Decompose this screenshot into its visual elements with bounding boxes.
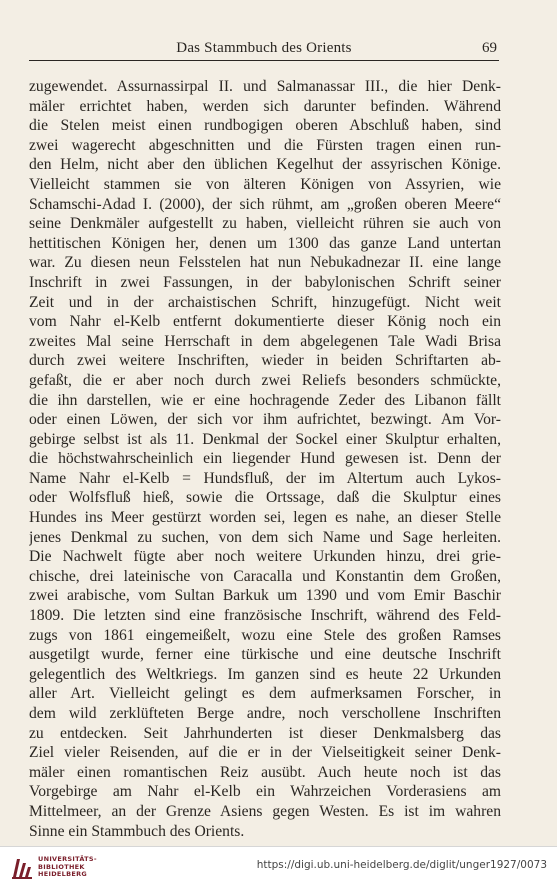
text-line: aller Art. Vielleicht gelingt es dem aufmerksamen Forscher, in [29, 685, 501, 703]
text-line: oder Wolfsfluß hieß, sowie die Ortssage, daß die Skulptur eines [29, 489, 501, 507]
text-line: die Stelen meist einen rundbogigen oberen Abschluß haben, sind [29, 117, 501, 135]
text-line: mäler einen romantischen Reiz ausübt. Auch heute noch ist das [29, 763, 501, 781]
text-line: seine Denkmäler aufgestellt zu haben, vielleicht rühren sie auch von [29, 215, 501, 233]
text-line: gefaßt, die er aber noch durch zwei Reliefs besonders schmückte, [29, 371, 501, 389]
text-line: ausgetilgt wurde, ferner eine türkische und eine deutsche Inschrift [29, 646, 501, 664]
text-line: zweites Mal seine Herrschaft in dem abgelegenen Tale Wadi Brisa [29, 332, 501, 350]
text-line: Hundes ins Meer gestürzt worden sei, legen es nahe, an dieser Stelle [29, 509, 501, 527]
library-name[interactable] [38, 856, 97, 879]
text-line: mäler errichtet haben, werden sich darunter befinden. Während [29, 97, 501, 115]
text-line: zu entdecken. Seit Jahrhunderten ist dieser Denkmalsberg das [29, 724, 501, 742]
text-line: dem wild zerklüfteten Berge andre, noch verschollene Inschriften [29, 705, 501, 722]
text-line: war. Zu diesen neun Felsstelen hat nun Nebukadnezar II. eine lange [29, 254, 501, 272]
text-line: zugs von 1861 eingemeißelt, wozu eine Stele des großen Ramses [29, 626, 501, 644]
text-line: oder einen Löwen, der sich vor ihm aufrichtet, bezwingt. Am Vor- [29, 411, 501, 429]
body-text [29, 77, 501, 841]
text-line: Schamschi-Adad I. (2000), der sich rühmt, am „großen oberen Meere“ [29, 195, 501, 213]
running-title: Das Stammbuch des Orients [176, 40, 352, 56]
text-line: gebirge selbst ist als 11. Denkmal der Sockel einer Skulptur erhalten, [29, 430, 501, 448]
text-line: Name Nahr el-Kelb = Hundsfluß, der im Altertum auch Lykos- [29, 469, 501, 487]
library-name-line: BIBLIOTHEK [38, 862, 85, 871]
text-line: zwei wagerecht abgeschnitten und die Fürsten tragen einen run- [29, 136, 501, 154]
text-line: jenes Denkmal zu suchen, von dem sich Name und Sage herleiten. [29, 528, 501, 546]
text-line: Vorgebirge am Nahr el-Kelb ein Wahrzeichen Vorderasiens am [29, 783, 501, 801]
text-line: zwei arabische, vom Sultan Barkuk um 1390 und vom Emir Baschir [29, 587, 501, 605]
text-line: die höchstwahrscheinlich ein liegender Hund gewesen ist. Denn der [29, 450, 501, 468]
text-line: durch zwei weitere Inschriften, wieder in beiden Schriftarten ab- [29, 352, 501, 370]
heidelberg-library-logo-icon[interactable] [8, 853, 36, 881]
text-line: den Helm, nicht aber den üblichen Kegelhut der assyrischen Könige. [29, 156, 501, 174]
running-header [29, 38, 499, 61]
library-name-line: HEIDELBERG [38, 870, 88, 878]
viewer-footer [0, 846, 557, 887]
text-line: 1809. Die letzten sind eine französische Inschrift, während des Feld- [29, 607, 501, 625]
text-line: Ziel vieler Reisenden, auf die er in der Vielseitigkeit seiner Denk- [29, 744, 501, 762]
text-line: vom Nahr el-Kelb entfernt dokumentierte dieser König noch ein [29, 313, 501, 331]
page-number: 69 [482, 40, 497, 56]
text-line: hettitischen Königen her, denen um 1300 das ganze Land untertan [29, 234, 501, 252]
text-line: Zeit und in der archaistischen Schrift, hinzugefügt. Nicht weit [29, 293, 501, 311]
text-line: zugewendet. Assurnassirpal II. und Salmanassar III., die hier Denk- [29, 78, 501, 95]
text-line: Sinne ein Stammbuch des Orients. [29, 822, 245, 840]
text-line: die ihn darstellen, wie er eine hochragende Zeder des Libanon fällt [29, 391, 501, 409]
source-url[interactable]: https://digi.ub.uni-heidelberg.de/diglit/unger1927/0073 [256, 859, 547, 871]
text-line: gelegentlich des Weltkriegs. Im ganzen sind es heute 22 Urkunden [29, 665, 501, 683]
text-line: Inschrift in zwei Fassungen, in der babylonischen Schrift seiner [29, 273, 501, 291]
text-line: chische, drei lateinische von Caracalla und Konstantin dem Großen, [29, 567, 501, 585]
text-line: Die Nachwelt fügte aber noch weitere Urkunden hinzu, drei grie- [29, 548, 501, 566]
library-name-line: UNIVERSITÄTS- [38, 855, 97, 863]
text-line: Vielleicht stammen sie von älteren Königen von Assyrien, wie [29, 175, 501, 193]
text-line: Mittelmeer, an der Grenze Asiens gegen Westen. Es ist im wahren [29, 802, 501, 820]
